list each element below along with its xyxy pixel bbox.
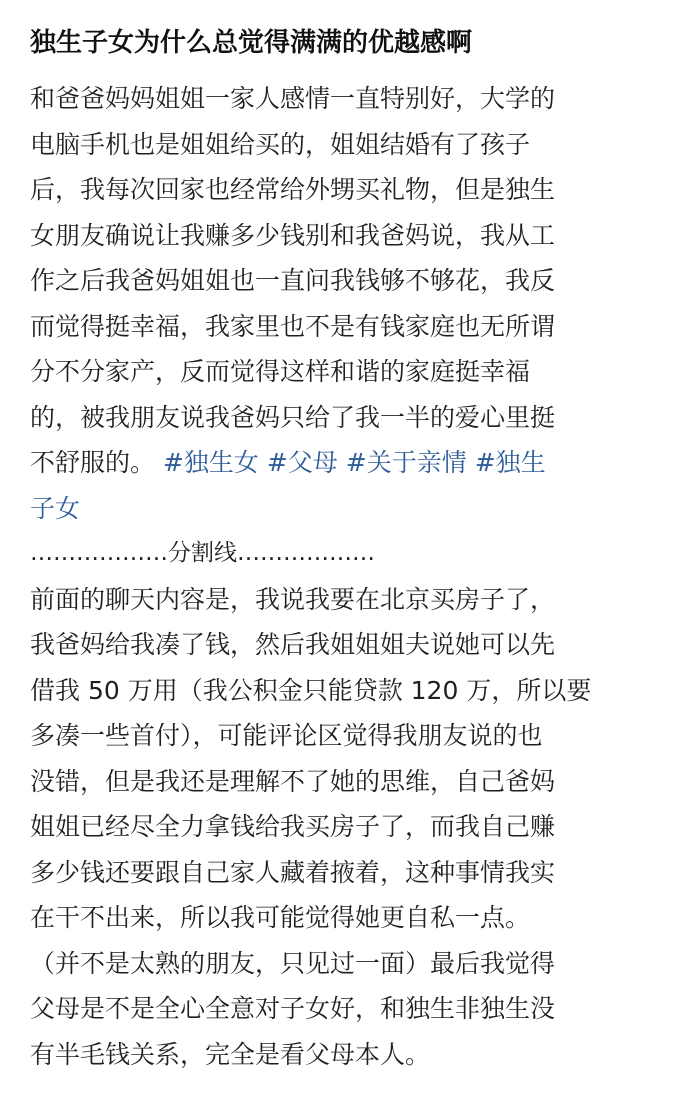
hashtag-link-only-daughter[interactable]: #独生女 bbox=[162, 448, 259, 477]
text-line: 女朋友确说让我赚多少钱别和我爸妈说，我从工 bbox=[30, 220, 556, 250]
text-fragment: 不舒服的。 bbox=[30, 448, 156, 477]
post-title: 独生子女为什么总觉得满满的优越感啊 bbox=[30, 28, 473, 58]
text-line: 作之后我爸妈姐姐也一直问我钱够不够花，我反 bbox=[30, 266, 556, 295]
post-paragraph-1 bbox=[30, 76, 650, 531]
text-line: 有半毛钱关系，完全是看父母本人。 bbox=[30, 1039, 431, 1069]
hashtag-link-parents[interactable]: #父母 bbox=[266, 448, 338, 477]
post-content bbox=[30, 18, 650, 1077]
divider-text: ………………分割线……………… bbox=[30, 540, 375, 566]
text-line: 分不分家产，反而觉得这样和谐的家庭挺幸福 bbox=[30, 357, 531, 386]
text-line: 我爸妈给我凑了钱，然后我姐姐姐夫说她可以先 bbox=[30, 630, 556, 659]
text-line: 多少钱还要跟自己家人藏着掖着，这种事情我实 bbox=[30, 857, 556, 887]
text-line: 多凑一些首付），可能评论区觉得我朋友说的也 bbox=[30, 721, 543, 750]
hashtag-link-only-child[interactable]: #独生 bbox=[474, 448, 546, 477]
post-paragraph-2 bbox=[30, 577, 650, 1078]
text-line: 后，我每次回家也经常给外甥买礼物，但是独生 bbox=[30, 175, 556, 204]
text-line: 的，被我朋友说我爸妈只给了我一半的爱心里挺 bbox=[30, 402, 556, 432]
text-line: 前面的聊天内容是，我说我要在北京买房子了， bbox=[30, 584, 556, 614]
text-line: 借我 50 万用（我公积金只能贷款 120 万，所以要 bbox=[30, 675, 592, 705]
text-line: 而觉得挺幸福，我家里也不是有钱家庭也无所谓 bbox=[30, 311, 556, 341]
text-line: 电脑手机也是姐姐给买的，姐姐结婚有了孩子 bbox=[30, 129, 531, 159]
hashtag-tail-text[interactable]: 子女 bbox=[30, 493, 81, 523]
hashtag-link-only-child-tail[interactable] bbox=[30, 486, 650, 532]
text-line: 没错，但是我还是理解不了她的思维，自己爸妈 bbox=[30, 766, 556, 796]
text-line-with-tags bbox=[30, 440, 650, 486]
hashtag-link-family[interactable]: #关于亲情 bbox=[345, 448, 467, 477]
text-line: 父母是不是全心全意对子女好，和独生非独生没 bbox=[30, 994, 556, 1023]
text-line: 姐姐已经尽全力拿钱给我买房子了，而我自己赚 bbox=[30, 812, 556, 841]
text-line: 在干不出来，所以我可能觉得她更自私一点。 bbox=[30, 903, 531, 932]
text-line: （并不是太熟的朋友，只见过一面）最后我觉得 bbox=[30, 948, 556, 978]
text-line: 和爸爸妈妈姐姐一家人感情一直特别好，大学的 bbox=[30, 84, 556, 113]
